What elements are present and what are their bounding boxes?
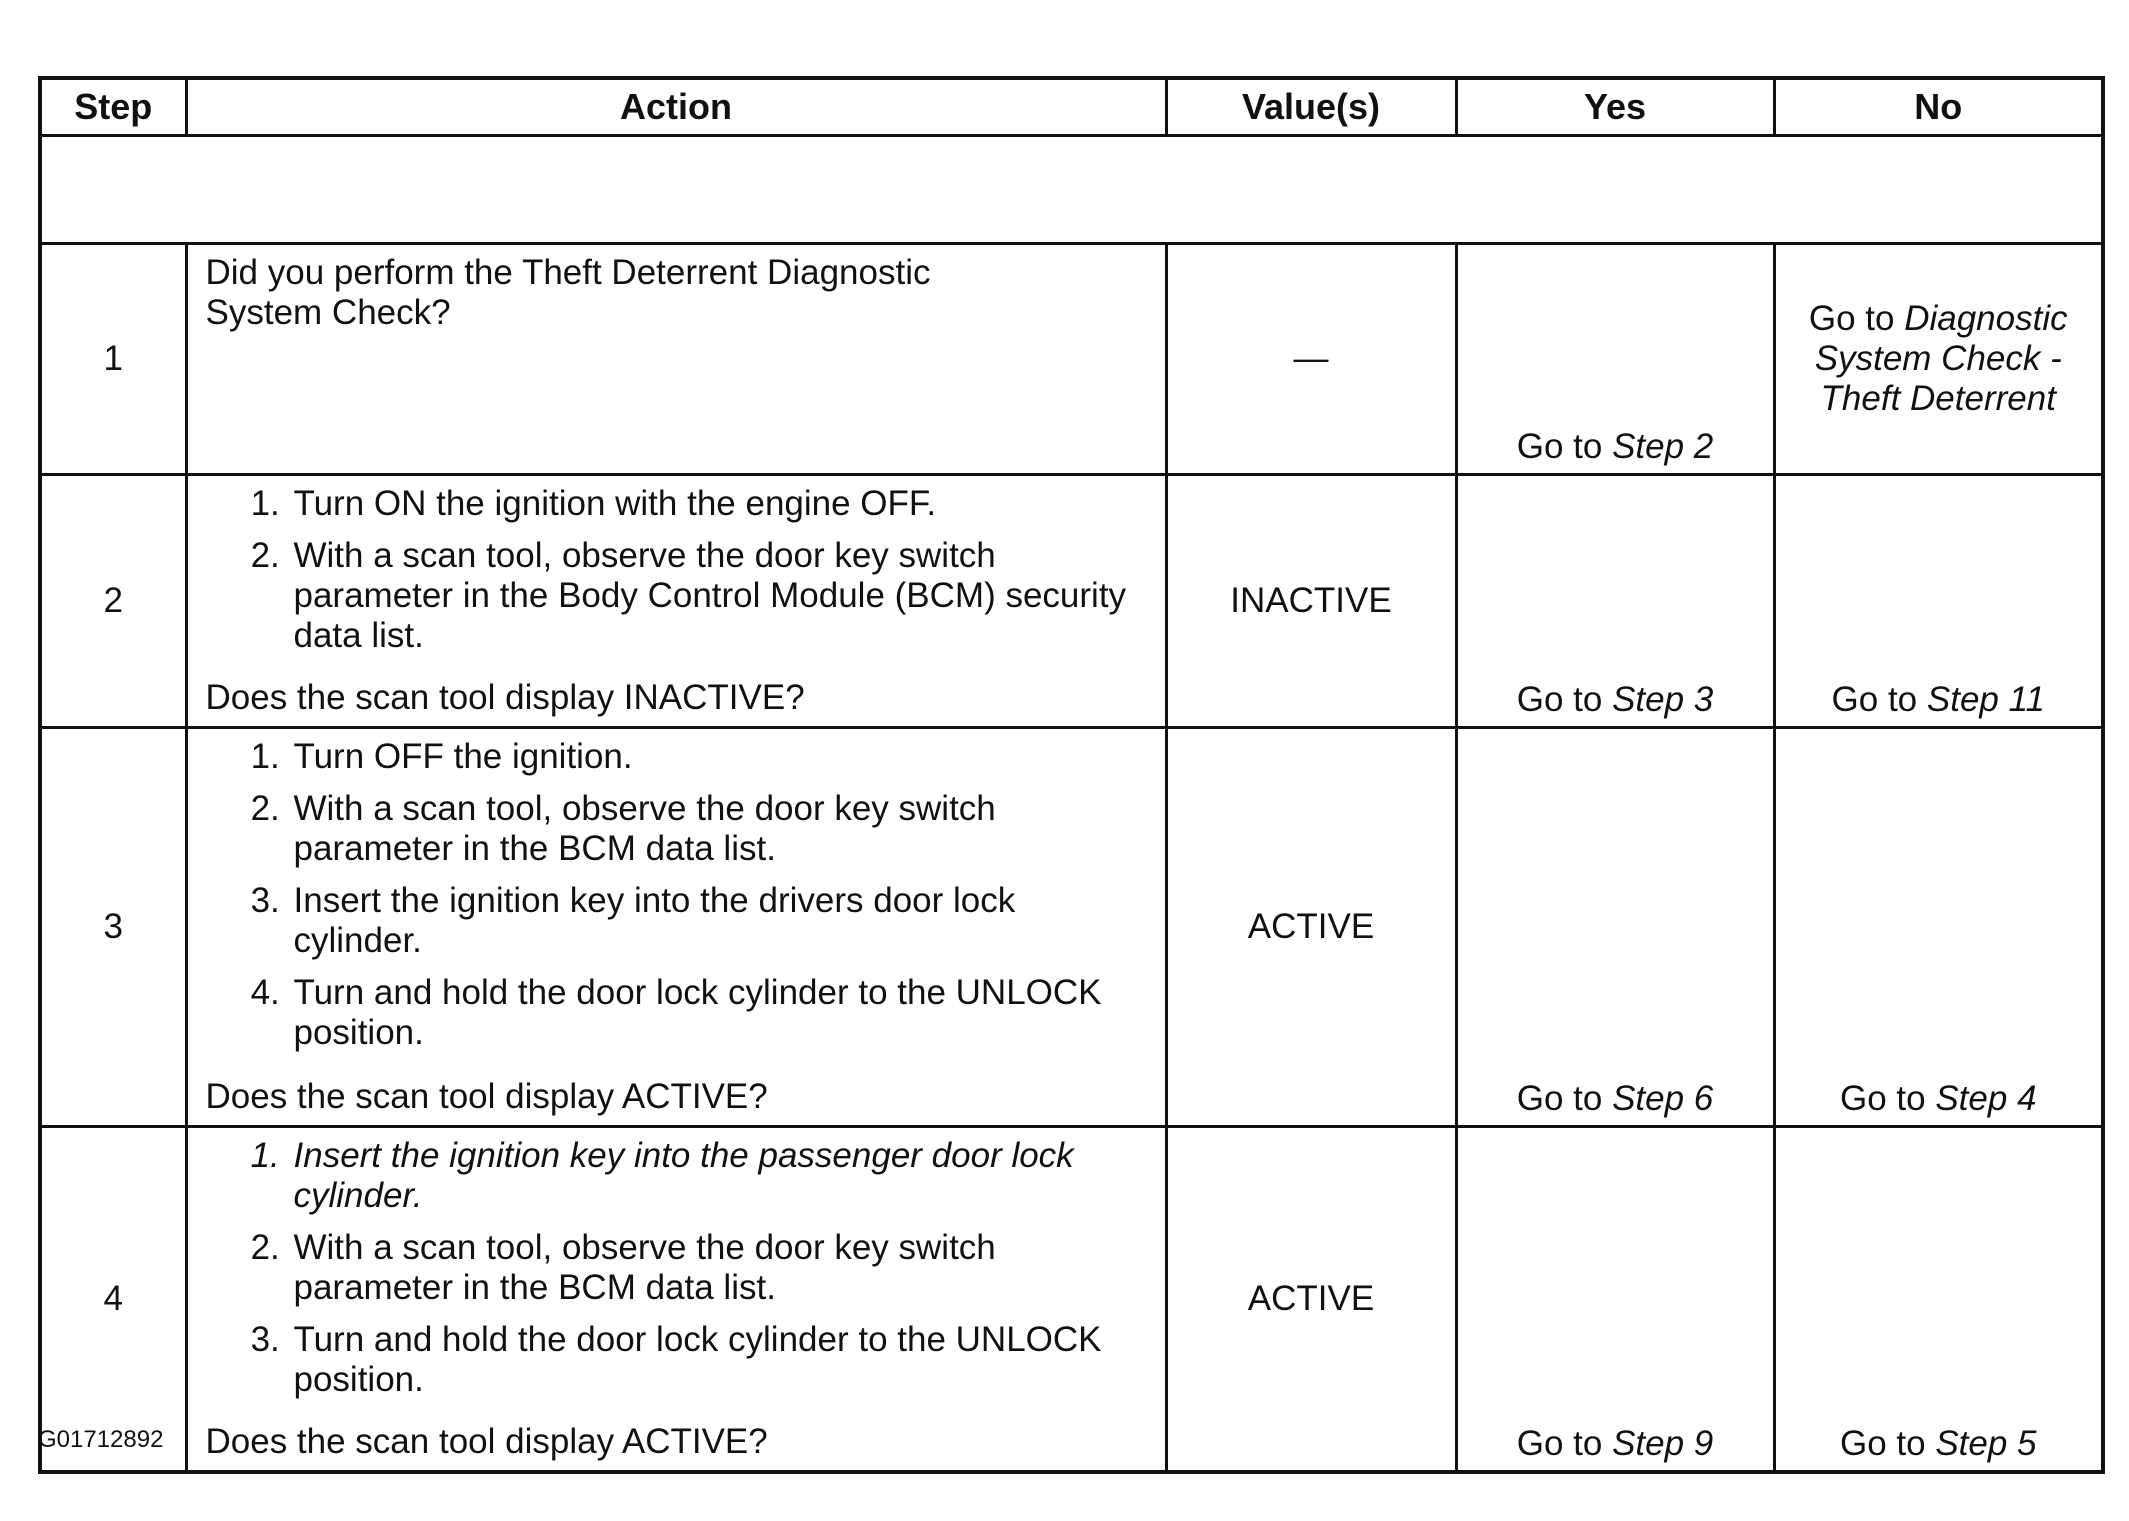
step-number: 2 [40,475,186,728]
action-step-item: 2. With a scan tool, observe the door key switch parameter in the BCM data list. [290,789,1151,869]
action-step-item: 3. Turn and hold the door lock cylinder to the UNLOCK position. [290,1320,1151,1400]
yes-cell [1456,244,1774,475]
header-action: Action [186,78,1166,136]
table-row-step-1 [40,244,2103,475]
goto-target-link[interactable]: Diagnostic System Check - Theft Deterrent [1814,299,2068,418]
action-steps-list [206,1136,1151,1410]
goto-prefix: Go to [1831,680,1918,719]
action-question: Does the scan tool display ACTIVE? [205,1077,768,1116]
no-cell [1774,1127,2103,1473]
blank-row [40,136,2103,244]
action-step-item: 1. Turn ON the ignition with the engine OFF. [290,484,1151,524]
action-step-item: 4. Turn and hold the door lock cylinder to the UNLOCK position. [290,973,1151,1053]
goto-target-link[interactable]: Step 5 [1935,1424,2037,1463]
action-cell [186,728,1166,1127]
no-cell [1774,475,2103,728]
goto-target-link[interactable]: Step 6 [1612,1079,1714,1118]
table-row-step-2 [40,475,2103,728]
action-step-item: 2. With a scan tool, observe the door key switch parameter in the BCM data list. [290,1228,1151,1308]
goto-target-link[interactable]: Step 9 [1612,1424,1714,1463]
action-question: Does the scan tool display INACTIVE? [205,678,805,717]
action-steps-list [206,737,1151,1063]
header-yes: Yes [1456,78,1774,136]
goto-prefix: Go to [1516,427,1603,466]
table-row-step-4 [40,1127,2103,1473]
step-number: 4 [40,1127,186,1473]
value-cell: ACTIVE [1166,728,1456,1127]
header-step: Step [40,78,186,136]
action-step-item: 2. With a scan tool, observe the door key switch parameter in the Body Control Module (BCM) security data list. [290,536,1151,656]
goto-prefix: Go to [1808,299,1895,338]
action-step-item: 1. Turn OFF the ignition. [290,737,1151,777]
goto-target-link[interactable]: Step 11 [1926,680,2045,719]
yes-cell [1456,728,1774,1127]
goto-prefix: Go to [1516,680,1603,719]
value-cell: — [1166,244,1456,475]
diagnostic-table [38,76,2105,1474]
yes-cell [1456,475,1774,728]
step-number: 1 [40,244,186,475]
goto-target-link[interactable]: Step 3 [1612,680,1714,719]
figure-id: G01712892 [38,1426,164,1453]
action-question: Does the scan tool display ACTIVE? [205,1422,768,1461]
yes-cell [1456,1127,1774,1473]
action-cell [186,244,1166,475]
value-cell: ACTIVE [1166,1127,1456,1473]
table-row-step-3 [40,728,2103,1127]
action-step-item: 3. Insert the ignition key into the drivers door lock cylinder. [290,881,1151,961]
header-row [40,78,2103,136]
action-step-item: 1. Insert the ignition key into the passenger door lock cylinder. [290,1136,1151,1216]
no-cell [1774,244,2103,475]
header-no: No [1774,78,2103,136]
action-question: Did you perform the Theft Deterrent Diagnostic System Check? [205,253,931,332]
action-cell [186,475,1166,728]
goto-target-link[interactable]: Step 4 [1935,1079,2037,1118]
action-steps-list [206,484,1151,666]
header-values: Value(s) [1166,78,1456,136]
goto-target-link[interactable]: Step 2 [1612,427,1714,466]
action-cell [186,1127,1166,1473]
value-cell: INACTIVE [1166,475,1456,728]
goto-prefix: Go to [1516,1424,1603,1463]
no-cell [1774,728,2103,1127]
step-number: 3 [40,728,186,1127]
goto-prefix: Go to [1516,1079,1603,1118]
goto-prefix: Go to [1839,1079,1926,1118]
blank-cell [40,136,2103,244]
goto-prefix: Go to [1839,1424,1926,1463]
